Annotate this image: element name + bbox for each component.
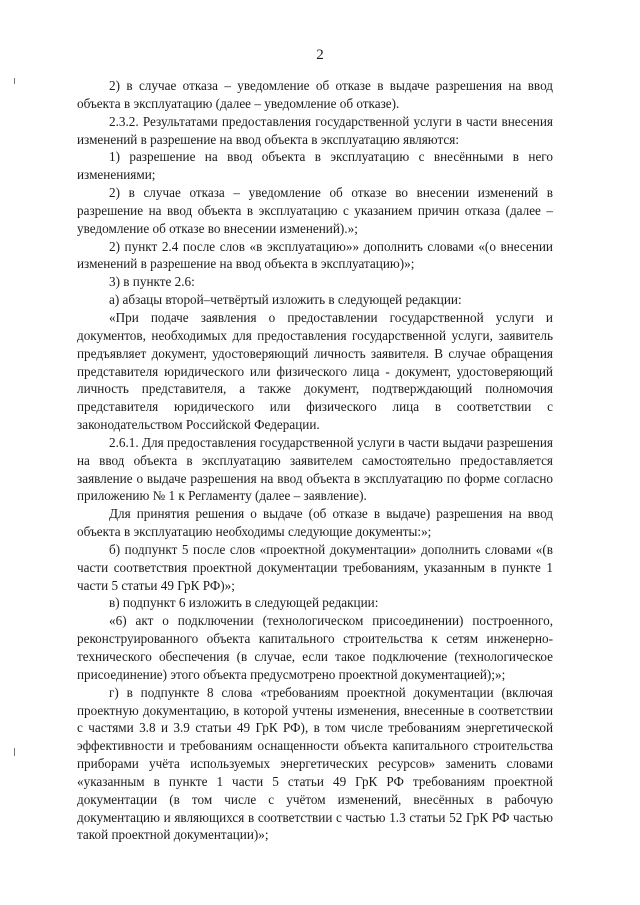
paragraph: в) подпункт 6 изложить в следующей редакции:	[109, 595, 379, 611]
paragraph: 2) в случае отказа – уведомление об отказе во внесении изменений в разрешение на ввод объекта в эксплуатацию с указанием причин отказа (далее – уведомление об отказе во внесении изменений).»;	[77, 185, 553, 236]
paragraph: 1) разрешение на ввод объекта в эксплуатацию с внесёнными в него изменениями;	[77, 149, 553, 183]
paragraph: 2.3.2. Результатами предоставления государственной услуги в части внесения изменений в разрешение на ввод объекта в эксплуатацию являются:	[77, 113, 553, 147]
paragraph: Для принятия решения о выдаче (об отказе в выдаче) разрешения на ввод объекта в эксплуатацию необходимы следующие документы:»;	[77, 506, 553, 540]
document-body	[77, 77, 553, 844]
page-number: 2	[316, 47, 324, 63]
paragraph: 2) пункт 2.4 после слов «в эксплуатацию»» дополнить словами «(о внесении изменений в разрешение на ввод объекта в эксплуатацию)»;	[77, 238, 553, 272]
paragraph: г) в подпункте 8 слова «требованиям проектной документации (включая проектную документацию, в которой учтены изменения, внесенные в соответствии с частями 3.8 и 3.9 статьи 49 ГрК РФ), в том числе требованиям энергетической эффективности и требованиям оснащенности объекта капитального строительства приборами учёта используемых энергетических ресурсов» заменить словами «указанным в пункте 1 части 5 статьи 49 ГрК РФ требованиям проектной документации (в том числе с учётом изменений, внесённых в рабочую документацию и являющихся в соответствии с частью 1.3 статьи 52 ГрК РФ частью такой проектной документации)»;	[77, 684, 553, 843]
paragraph: 2) в случае отказа – уведомление об отказе в выдаче разрешения на ввод объекта в эксплуатацию (далее – уведомление об отказе).	[77, 78, 553, 111]
paragraph: «При подаче заявления о предоставлении государственной услуги и документов, необходимых для предоставления государственной услуги, заявитель предъявляет документ, удостоверяющий личность заявителя. В случае обращения представителя юридического или физического лица - документ, удостоверяющий личность представителя, а также документ, подтверждающий полномочия представителя юридического или физического лица в соответствии с законодательством Российской Федерации.	[77, 309, 553, 433]
paragraph: 3) в пункте 2.6:	[109, 274, 195, 290]
margin-mark	[14, 78, 15, 84]
paragraph: б) подпункт 5 после слов «проектной документации» дополнить словами «(в части соответствия проектной документации требованиям, указанным в пункте 1 части 5 статьи 49 ГрК РФ)»;	[77, 541, 553, 593]
paragraph: а) абзацы второй–четвёртый изложить в следующей редакции:	[109, 292, 462, 308]
paragraph: «6) акт о подключении (технологическом присоединении) построенного, реконструированного объекта капитального строительства к сетям инженерно-технического обеспечения (в случае, если такое подключение (технологическое присоединение) этого объекта предусмотрено проектной документацией);»;	[77, 613, 553, 682]
margin-mark	[14, 748, 15, 756]
paragraph: 2.6.1. Для предоставления государственной услуги в части выдачи разрешения на ввод объекта в эксплуатацию заявителем самостоятельно предоставляется заявление о выдаче разрешения на ввод объекта в эксплуатацию по форме согласно приложению № 1 к Регламенту (далее – заявление).	[77, 434, 553, 504]
